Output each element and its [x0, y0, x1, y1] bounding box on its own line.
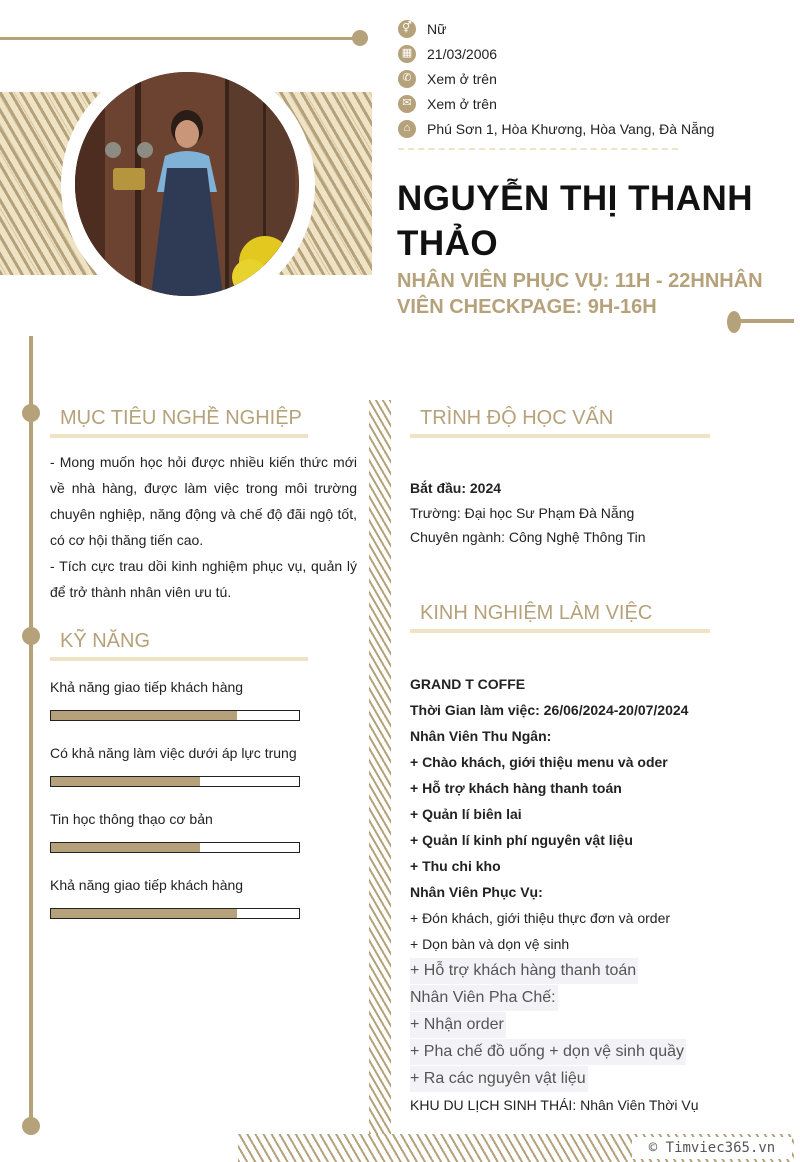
- experience-task: + Dọn bàn và dọn vệ sinh: [410, 936, 570, 952]
- skill-bar: [50, 710, 300, 721]
- experience-company: GRAND T COFFE: [410, 676, 526, 692]
- contact-birthday: [398, 41, 788, 66]
- experience-task: + Pha chế đồ uống + dọn vệ sinh quầy: [410, 1039, 686, 1065]
- contact-email-value: Xem ở trên: [427, 95, 497, 112]
- home-icon: ⌂: [398, 120, 416, 138]
- experience-other: KHU DU LỊCH SINH THÁI: Nhân Viên Thời Vụ: [410, 1097, 699, 1113]
- header-divider-line: [0, 37, 360, 40]
- contact-email: [398, 91, 788, 116]
- skill-name: Có khả năng làm việc dưới áp lực trung: [50, 745, 297, 761]
- mail-icon: ✉: [398, 95, 416, 113]
- skill-bar: [50, 776, 300, 787]
- education-start: Bắt đầu: 2024: [410, 480, 502, 496]
- timeline-dot-end: [22, 1117, 40, 1135]
- skill-bar-fill: [51, 909, 237, 918]
- center-pattern-stripe: [369, 400, 391, 1134]
- skill-name: Khả năng giao tiếp khách hàng: [50, 877, 244, 893]
- avatar: [75, 72, 299, 296]
- experience-task: + Chào khách, giới thiệu menu và oder: [410, 754, 668, 770]
- skill-item: [50, 742, 310, 808]
- position-divider-dot: [727, 311, 741, 333]
- header-divider-dot: [352, 30, 368, 46]
- contact-address-value: Phú Sơn 1, Hòa Khương, Hòa Vang, Đà Nẵng: [427, 120, 715, 137]
- contact-phone-value: Xem ở trên: [427, 70, 497, 87]
- skill-name: Tin học thông thạo cơ bản: [50, 811, 213, 827]
- objective-paragraph-1: - Mong muốn học hỏi được nhiều kiến thức mới về nhà hàng, được làm việc trong môi trường chuyên nghiệp, năng động và chế độ đãi ngộ tốt, có cơ hội thăng tiến cao.: [50, 454, 357, 548]
- left-timeline-line: [29, 336, 33, 1126]
- timeline-dot-skills: [22, 627, 40, 645]
- skill-item: [50, 676, 310, 742]
- experience-task: + Hỗ trợ khách hàng thanh toán: [410, 780, 622, 796]
- candidate-position: NHÂN VIÊN PHỤC VỤ: 11H - 22HNHÂN VIÊN CHECKPAGE: 9H-16H: [397, 270, 763, 318]
- experience-task: + Đón khách, giới thiệu thực đơn và order: [410, 910, 671, 926]
- contact-birthday-value: 21/03/2006: [427, 45, 498, 62]
- skill-bar: [50, 908, 300, 919]
- education-details: [410, 476, 780, 550]
- experience-task: + Ra các nguyên vật liệu: [410, 1066, 588, 1092]
- skill-bar-fill: [51, 711, 237, 720]
- skill-bar-fill: [51, 777, 200, 786]
- experience-role-server: Nhân Viên Phục Vụ:: [410, 884, 543, 900]
- education-school: Trường: Đại học Sư Phạm Đà Nẵng: [410, 504, 635, 521]
- education-heading: TRÌNH ĐỘ HỌC VẤN: [410, 400, 710, 438]
- experience-task: + Quản lí biên lai: [410, 806, 522, 822]
- skills-heading: KỸ NĂNG: [50, 623, 308, 661]
- objective-paragraph-2: - Tích cực trau dồi kinh nghiệm phục vụ, quản lý để trở thành nhân viên ưu tú.: [50, 558, 357, 600]
- timeline-dot-objective: [22, 404, 40, 422]
- skill-item: [50, 808, 310, 874]
- candidate-name: NGUYỄN THỊ THANH THẢO: [397, 179, 754, 263]
- experience-heading: KINH NGHIỆM LÀM VIỆC: [410, 595, 710, 633]
- objective-text: [50, 449, 357, 605]
- footer-watermark[interactable]: © Timviec365.vn: [632, 1137, 792, 1159]
- skill-bar: [50, 842, 300, 853]
- experience-task: + Thu chi kho: [410, 858, 501, 874]
- experience-period: Thời Gian làm việc: 26/06/2024-20/07/2024: [410, 702, 689, 718]
- calendar-icon: ▦: [398, 45, 416, 63]
- contact-phone: [398, 66, 788, 91]
- contact-address: [398, 116, 788, 141]
- experience-details: [410, 671, 790, 1118]
- contact-gender-value: Nữ: [427, 20, 447, 37]
- contact-dashed-divider: [398, 148, 678, 150]
- experience-task: + Hỗ trợ khách hàng thanh toán: [410, 958, 638, 984]
- objective-heading: MỤC TIÊU NGHỀ NGHIỆP: [50, 400, 308, 438]
- education-major: Chuyên ngành: Công Nghệ Thông Tin: [410, 529, 646, 545]
- skills-list: [50, 676, 310, 940]
- skill-name: Khả năng giao tiếp khách hàng: [50, 679, 244, 695]
- experience-role-bartender: Nhân Viên Pha Chế:: [410, 985, 558, 1011]
- experience-task: + Nhận order: [410, 1012, 506, 1038]
- skill-item: [50, 874, 310, 940]
- skill-bar-fill: [51, 843, 200, 852]
- gender-icon: ⚥: [398, 20, 416, 38]
- phone-icon: ✆: [398, 70, 416, 88]
- contact-list: [398, 16, 788, 141]
- experience-role-cashier: Nhân Viên Thu Ngân:: [410, 728, 552, 744]
- avatar-photo: [75, 72, 299, 296]
- contact-gender: [398, 16, 788, 41]
- experience-task: + Quản lí kinh phí nguyên vật liệu: [410, 832, 633, 848]
